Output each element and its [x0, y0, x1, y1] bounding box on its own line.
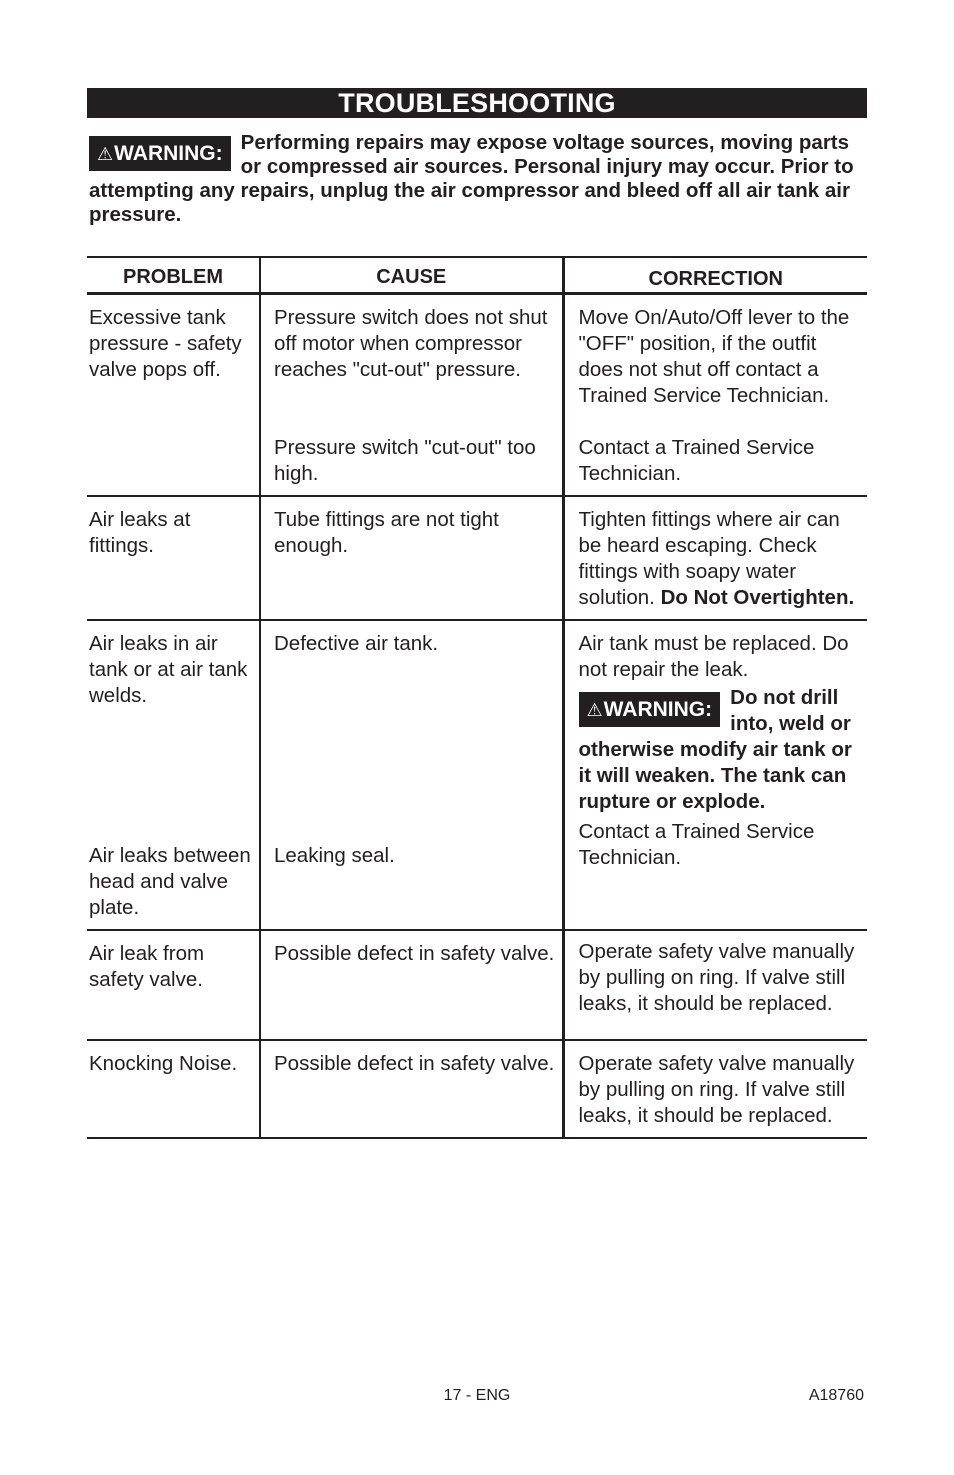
table-row — [87, 620, 867, 930]
top-warning — [89, 131, 859, 227]
cause-cell — [260, 930, 563, 1040]
problem-cell — [87, 930, 260, 1040]
cause-text: Leaking seal. — [274, 844, 395, 867]
correction-text: Operate safety valve manually by pulling on ring. If valve still leaks, it should be replaced. — [578, 1052, 855, 1127]
troubleshooting-table — [87, 256, 867, 1139]
cause-cell — [260, 1040, 563, 1138]
header-cause: CAUSE — [260, 257, 563, 294]
correction-text: Contact a Trained Service Technician. — [578, 436, 815, 485]
problem-text: Air leaks at fittings. — [89, 508, 191, 557]
cause-cell — [260, 496, 563, 620]
cause-text: Pressure switch "cut-out" too high. — [274, 436, 536, 485]
problem-cell — [87, 496, 260, 620]
correction-cell — [563, 930, 867, 1040]
problem-text: Excessive tank pressure - safety valve pops off. — [89, 306, 242, 381]
correction-cell — [563, 294, 867, 497]
warning-icon: ⚠ — [586, 700, 603, 720]
table-row — [87, 930, 867, 1040]
page-title: TROUBLESHOOTING — [87, 88, 867, 118]
page-number: 17 - ENG — [443, 1387, 511, 1404]
cause-text: Possible defect in safety valve. — [274, 942, 555, 965]
table-row — [87, 496, 867, 620]
cause-cell — [260, 620, 563, 930]
table-row — [87, 1040, 867, 1138]
header-correction: CORRECTION — [563, 257, 867, 294]
warning-label: WARNING: — [114, 142, 223, 165]
warning-label: WARNING: — [603, 698, 713, 721]
correction-cell — [563, 496, 867, 620]
cause-text: Pressure switch does not shut off motor when compressor reaches "cut-out" pressure. — [274, 306, 548, 381]
table-row — [87, 294, 867, 497]
correction-text: Air tank must be replaced. Do not repair the leak. — [578, 632, 849, 681]
header-problem: PROBLEM — [87, 257, 260, 294]
cause-text: Tube fittings are not tight enough. — [274, 508, 499, 557]
warning-badge — [89, 136, 231, 171]
warning-badge — [579, 692, 721, 727]
top-warning-text: Performing repairs may expose voltage sources, moving parts or compressed air sources. Personal injury may occur. Prior to attempting any repairs, unplug the air compressor and bleed off all air tank air pressure. — [89, 131, 854, 226]
inline-warning — [579, 685, 864, 815]
problem-cell — [87, 294, 260, 497]
correction-text: Operate safety valve manually by pulling on ring. If valve still leaks, it should be replaced. — [578, 940, 855, 1015]
correction-cell — [563, 1040, 867, 1138]
problem-cell — [87, 1040, 260, 1138]
problem-text: Air leaks between head and valve plate. — [89, 844, 251, 919]
correction-text: Contact a Trained Service Technician. — [578, 820, 815, 869]
correction-text: Move On/Auto/Off lever to the "OFF" position, if the outfit does not shut off contact a Trained Service Technician. — [578, 306, 850, 407]
correction-plain: Tighten fittings where air can be heard escaping. Check fittings with soapy water solution. — [578, 508, 840, 609]
document-code: A18760 — [808, 1387, 864, 1404]
correction-cell — [563, 620, 867, 930]
inline-warning-text: Do not drill into, weld or otherwise modify air tank or it will weaken. The tank can rupture or explode. — [578, 686, 852, 813]
cause-text: Possible defect in safety valve. — [274, 1052, 555, 1075]
cause-cell — [260, 294, 563, 497]
table-header-row — [87, 257, 867, 294]
problem-text: Air leak from safety valve. — [89, 942, 205, 991]
problem-text: Air leaks in air tank or at air tank welds. — [89, 632, 248, 707]
cause-text: Defective air tank. — [274, 632, 439, 655]
correction-text — [579, 507, 864, 611]
warning-icon: ⚠ — [97, 144, 114, 164]
problem-text: Knocking Noise. — [89, 1052, 238, 1075]
problem-cell — [87, 620, 260, 930]
correction-emphasis: Do Not Overtighten. — [660, 586, 855, 609]
